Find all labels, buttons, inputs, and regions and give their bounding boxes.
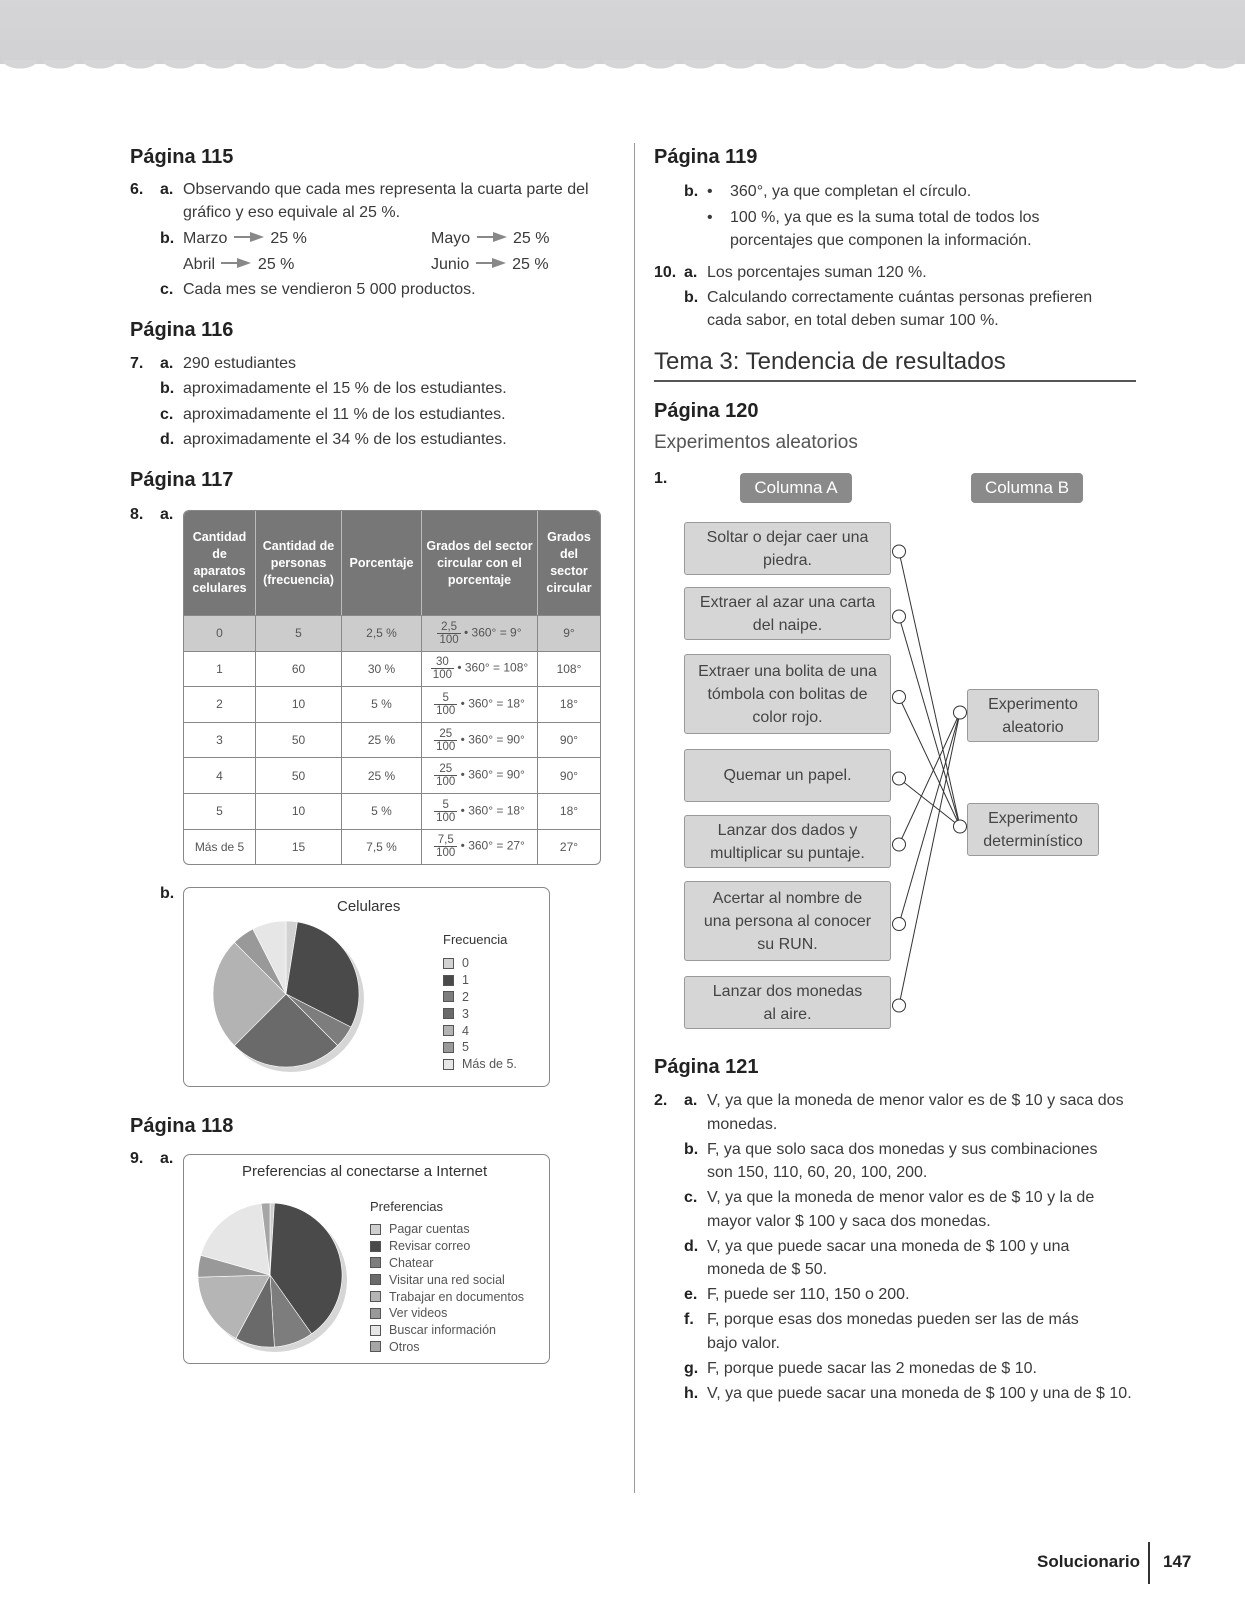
heading-pagina-119: Página 119 bbox=[654, 146, 758, 168]
answer-7c: aproximadamente el 11 % de los estudiantes. bbox=[183, 406, 506, 423]
chart-title: Celulares bbox=[337, 898, 401, 915]
answer-label-7d: d. bbox=[160, 431, 175, 448]
legend-label: 3 bbox=[462, 1006, 469, 1021]
legend-label: Revisar correo bbox=[389, 1239, 471, 1254]
answer-6a-line2: gráfico y eso equivale al 25 %. bbox=[183, 204, 401, 221]
text-line: Acertar al nombre de bbox=[712, 889, 863, 907]
heading-pagina-115: Página 115 bbox=[130, 146, 234, 168]
answer-text-line: bajo valor. bbox=[707, 1334, 780, 1352]
cell-quantity: 3 bbox=[184, 722, 256, 758]
question-number-7: 7. bbox=[130, 355, 144, 372]
answer-label-7b: b. bbox=[160, 380, 175, 397]
cell-degrees: 108° bbox=[538, 651, 600, 687]
answer-label-8b: b. bbox=[160, 885, 175, 902]
footer-label: Solucionario bbox=[1037, 1552, 1140, 1571]
cell-degrees: 18° bbox=[538, 686, 600, 722]
answer-label: h. bbox=[684, 1384, 699, 1402]
month-value: 25 % bbox=[257, 256, 295, 273]
cell-frequency: 10 bbox=[256, 686, 342, 722]
connector-dot bbox=[893, 999, 906, 1012]
column-header: Porcentaje bbox=[342, 511, 422, 615]
legend-title: Frecuencia bbox=[443, 932, 508, 947]
footer-rule bbox=[1148, 1542, 1150, 1584]
text-line: tómbola con bolitas de bbox=[707, 685, 868, 703]
month-name: Marzo bbox=[183, 230, 228, 247]
month-name: Mayo bbox=[431, 230, 471, 247]
answer-text-line: F, puede ser 110, 150 o 200. bbox=[707, 1286, 910, 1303]
column-header: Grados del sector circular bbox=[538, 511, 600, 615]
answer-label: f. bbox=[684, 1311, 694, 1328]
fraction-numerator: 25 bbox=[434, 728, 457, 741]
connector-dot bbox=[893, 545, 906, 558]
legend-label: 2 bbox=[462, 989, 469, 1004]
text-line: Extraer al azar una carta bbox=[699, 593, 876, 611]
month-value: 25 % bbox=[513, 230, 550, 247]
theme-title: Tema 3: Tendencia de resultados bbox=[654, 348, 1006, 375]
heading-pagina-117: Página 117 bbox=[130, 469, 234, 491]
legend-label: Visitar una red social bbox=[389, 1272, 505, 1287]
answer-label-6a: a. bbox=[160, 181, 174, 198]
cell-degrees: 27° bbox=[538, 829, 600, 865]
connector-dot bbox=[893, 610, 906, 623]
cell-percentage: 5 % bbox=[342, 793, 422, 829]
chart-legend bbox=[370, 1221, 524, 1355]
text-line: Quemar un papel. bbox=[723, 767, 852, 784]
column-header: Cantidad de personas (frecuencia) bbox=[256, 511, 342, 615]
legend-swatch bbox=[370, 1257, 381, 1268]
degree-calculation: • 360° = 18° bbox=[460, 803, 525, 818]
cell-percentage: 5 % bbox=[342, 686, 422, 722]
fraction-numerator: 30 bbox=[431, 656, 454, 669]
text-line: piedra. bbox=[763, 551, 812, 569]
cell-degrees: 90° bbox=[538, 757, 600, 793]
answer-label-7c: c. bbox=[160, 406, 174, 423]
column-b-header: Columna B bbox=[971, 473, 1083, 503]
text-line: Lanzar dos monedas bbox=[712, 982, 863, 1000]
fraction-denominator: 100 bbox=[436, 704, 456, 717]
text-line: Extraer una bolita de una bbox=[698, 662, 877, 680]
heading-pagina-121: Página 121 bbox=[654, 1056, 759, 1078]
answer-label-10a: a. bbox=[684, 264, 698, 281]
answer-label: e. bbox=[684, 1286, 698, 1303]
column-header: Cantidad de aparatos celulares bbox=[184, 511, 256, 615]
answer-label-6c: c. bbox=[160, 281, 174, 298]
fraction-numerator: 5 bbox=[434, 692, 457, 705]
answer-text-line: F, ya que solo saca dos monedas y sus combinaciones bbox=[707, 1140, 1098, 1158]
heading-pagina-118: Página 118 bbox=[130, 1115, 234, 1137]
text-line: multiplicar su puntaje. bbox=[710, 844, 865, 862]
legend-label: 5 bbox=[462, 1040, 469, 1055]
bullet-item: • bbox=[707, 183, 713, 200]
question-number-9: 9. bbox=[130, 1150, 144, 1167]
legend-swatch bbox=[370, 1325, 381, 1336]
legend-swatch bbox=[370, 1274, 381, 1285]
cell-frequency: 50 bbox=[256, 757, 342, 793]
month-name: Abril bbox=[183, 256, 216, 273]
answer-7d: aproximadamente el 34 % de los estudiantes. bbox=[183, 431, 507, 448]
answer-text-line: F, porque puede sacar las 2 monedas de $ 10. bbox=[707, 1359, 1037, 1377]
text-line: su RUN. bbox=[757, 935, 818, 953]
fraction-numerator: 25 bbox=[434, 763, 457, 776]
answer-text-line: monedas. bbox=[707, 1115, 778, 1133]
answer-label-b: b. bbox=[684, 183, 699, 200]
cell-percentage: 30 % bbox=[342, 651, 422, 687]
text-line: Soltar o dejar caer una bbox=[706, 528, 869, 546]
legend-label: 0 bbox=[462, 956, 469, 971]
fraction-numerator: 5 bbox=[434, 799, 457, 812]
answer-10b-line2: cada sabor, en total deben sumar 100 %. bbox=[707, 312, 999, 329]
legend-label: Buscar información bbox=[389, 1323, 496, 1338]
legend-title: Preferencias bbox=[370, 1199, 443, 1214]
heading-pagina-116: Página 116 bbox=[130, 319, 234, 341]
text-line: color rojo. bbox=[752, 708, 823, 726]
text-line: al aire. bbox=[763, 1005, 812, 1023]
connector-dot bbox=[893, 918, 906, 931]
degree-calculation: • 360° = 27° bbox=[460, 839, 525, 854]
cell-quantity: 4 bbox=[184, 757, 256, 793]
legend-label: Pagar cuentas bbox=[389, 1222, 470, 1237]
text-line: del naipe. bbox=[752, 616, 823, 634]
connector-dot bbox=[954, 820, 967, 833]
connection-line bbox=[899, 713, 960, 925]
answer-label: c. bbox=[684, 1189, 698, 1206]
cell-quantity: 1 bbox=[184, 651, 256, 687]
bullet-text: 100 %, ya que es la suma total de todos los bbox=[730, 209, 1040, 226]
cell-percentage: 2,5 % bbox=[342, 615, 422, 651]
fraction-denominator: 100 bbox=[436, 740, 456, 753]
month-value: 25 % bbox=[512, 256, 549, 273]
cell-degrees: 18° bbox=[538, 793, 600, 829]
cell-frequency: 10 bbox=[256, 793, 342, 829]
heading-pagina-120: Página 120 bbox=[654, 400, 759, 422]
fraction-denominator: 100 bbox=[436, 847, 456, 860]
column-header: Grados del sector circular con el porcentaje bbox=[422, 511, 538, 615]
answer-text-line: mayor valor $ 100 y saca dos monedas. bbox=[707, 1212, 991, 1230]
degree-calculation: • 360° = 90° bbox=[460, 767, 525, 782]
connector-dot bbox=[954, 706, 967, 719]
column-a-header: Columna A bbox=[740, 473, 852, 503]
cell-quantity: 0 bbox=[184, 615, 256, 651]
cell-quantity: 5 bbox=[184, 793, 256, 829]
degree-calculation: • 360° = 9° bbox=[464, 625, 522, 640]
legend-label: 4 bbox=[462, 1023, 469, 1038]
connection-line bbox=[899, 617, 960, 827]
cell-quantity: 2 bbox=[184, 686, 256, 722]
chart-title: Preferencias al conectarse a Internet bbox=[242, 1163, 488, 1180]
fraction-denominator: 100 bbox=[439, 633, 459, 646]
answer-10b-line1: Calculando correctamente cuántas personas prefieren bbox=[707, 289, 1093, 306]
pie-chart-preferencias bbox=[198, 1203, 348, 1353]
connector-dot bbox=[893, 772, 906, 785]
text-line: Experimento bbox=[988, 809, 1078, 827]
cell-quantity: Más de 5 bbox=[184, 829, 256, 865]
legend-swatch bbox=[370, 1224, 381, 1235]
legend-item bbox=[370, 1305, 524, 1322]
connection-line bbox=[899, 697, 960, 827]
answer-text-line: V, ya que puede sacar una moneda de $ 100 y una de $ 10. bbox=[707, 1384, 1132, 1402]
answer-text-line: V, ya que la moneda de menor valor es de $ 10 y saca dos bbox=[707, 1092, 1124, 1109]
answer-label-10b: b. bbox=[684, 289, 699, 306]
answer-label: a. bbox=[684, 1092, 698, 1109]
answer-text-line: son 150, 110, 60, 20, 100, 200. bbox=[707, 1164, 928, 1181]
question-number-6: 6. bbox=[130, 181, 144, 198]
bullet-text: porcentajes que componen la información. bbox=[730, 232, 1032, 249]
answer-text-line: V, ya que la moneda de menor valor es de $ 10 y la de bbox=[707, 1189, 1095, 1206]
fraction-numerator: 7,5 bbox=[434, 834, 457, 847]
degree-calculation: • 360° = 90° bbox=[460, 732, 525, 747]
cell-percentage: 25 % bbox=[342, 722, 422, 758]
answer-7a: 290 estudiantes bbox=[183, 355, 296, 372]
text-line: Experimento bbox=[988, 695, 1078, 713]
question-number-10: 10. bbox=[654, 264, 677, 281]
connection-line bbox=[899, 713, 960, 845]
cell-frequency: 50 bbox=[256, 722, 342, 758]
connection-line bbox=[899, 713, 960, 1006]
answer-label: d. bbox=[684, 1237, 699, 1255]
fraction-denominator: 100 bbox=[432, 669, 452, 682]
cell-degrees: 90° bbox=[538, 722, 600, 758]
legend-label: Otros bbox=[389, 1339, 420, 1354]
page-number: 147 bbox=[1163, 1552, 1192, 1571]
question-number-2: 2. bbox=[654, 1092, 668, 1109]
legend-item bbox=[370, 1322, 524, 1339]
bullet-item: • bbox=[707, 209, 713, 226]
month-value: 25 % bbox=[270, 230, 307, 247]
text-line: una persona al conocer bbox=[703, 912, 872, 930]
connector-dot bbox=[893, 838, 906, 851]
degree-calculation: • 360° = 18° bbox=[460, 696, 525, 711]
answer-10a: Los porcentajes suman 120 %. bbox=[707, 264, 927, 281]
bullet-text: 360°, ya que completan el círculo. bbox=[730, 183, 972, 200]
answer-label: g. bbox=[684, 1359, 699, 1377]
answer-label-7a: a. bbox=[160, 355, 174, 372]
answer-6c: Cada mes se vendieron 5 000 productos. bbox=[183, 281, 476, 298]
text-line: Lanzar dos dados y bbox=[717, 821, 858, 839]
cell-frequency: 5 bbox=[256, 615, 342, 651]
chart-preferencias bbox=[183, 1154, 550, 1364]
text-line: aleatorio bbox=[1002, 718, 1064, 736]
cell-degrees: 9° bbox=[538, 615, 600, 651]
section-subtitle: Experimentos aleatorios bbox=[654, 432, 858, 453]
legend-label: Más de 5. bbox=[462, 1057, 517, 1072]
answer-6a-line1: Observando que cada mes representa la cuarta parte del bbox=[183, 181, 589, 198]
text-line: determinístico bbox=[983, 832, 1083, 850]
legend-item bbox=[370, 1238, 524, 1255]
fraction-numerator: 2,5 bbox=[437, 621, 460, 634]
answer-label-8a: a. bbox=[160, 506, 174, 523]
degree-calculation: • 360° = 108° bbox=[457, 661, 529, 676]
legend-item bbox=[370, 1288, 524, 1305]
legend-label: Trabajar en documentos bbox=[389, 1289, 525, 1304]
answer-7b: aproximadamente el 15 % de los estudiantes. bbox=[183, 380, 507, 397]
legend-swatch bbox=[370, 1308, 381, 1319]
question-number-8: 8. bbox=[130, 506, 144, 523]
cell-frequency: 60 bbox=[256, 651, 342, 687]
legend-item bbox=[370, 1339, 524, 1356]
cell-percentage: 25 % bbox=[342, 757, 422, 793]
legend-label: Ver videos bbox=[389, 1306, 448, 1321]
legend-item bbox=[370, 1221, 524, 1238]
cell-percentage: 7,5 % bbox=[342, 829, 422, 865]
cell-frequency: 15 bbox=[256, 829, 342, 865]
answer-text-line: F, porque esas dos monedas pueden ser las de más bbox=[707, 1311, 1079, 1328]
fraction-denominator: 100 bbox=[436, 776, 456, 789]
legend-item bbox=[370, 1255, 524, 1272]
fraction-denominator: 100 bbox=[436, 811, 456, 824]
answer-label: b. bbox=[684, 1140, 699, 1158]
answer-label-6b: b. bbox=[160, 230, 175, 247]
month-name: Junio bbox=[431, 256, 470, 273]
legend-swatch bbox=[370, 1341, 381, 1352]
legend-item bbox=[370, 1271, 524, 1288]
answer-text-line: moneda de $ 50. bbox=[707, 1261, 828, 1278]
answer-text-line: V, ya que puede sacar una moneda de $ 100 y una bbox=[707, 1237, 1070, 1255]
answer-label-9a: a. bbox=[160, 1150, 174, 1167]
legend-swatch bbox=[370, 1291, 381, 1302]
connector-dot bbox=[893, 691, 906, 704]
question-number-1: 1. bbox=[654, 470, 668, 487]
legend-label: Chatear bbox=[389, 1255, 434, 1270]
legend-swatch bbox=[370, 1241, 381, 1252]
legend-label: 1 bbox=[462, 973, 469, 988]
